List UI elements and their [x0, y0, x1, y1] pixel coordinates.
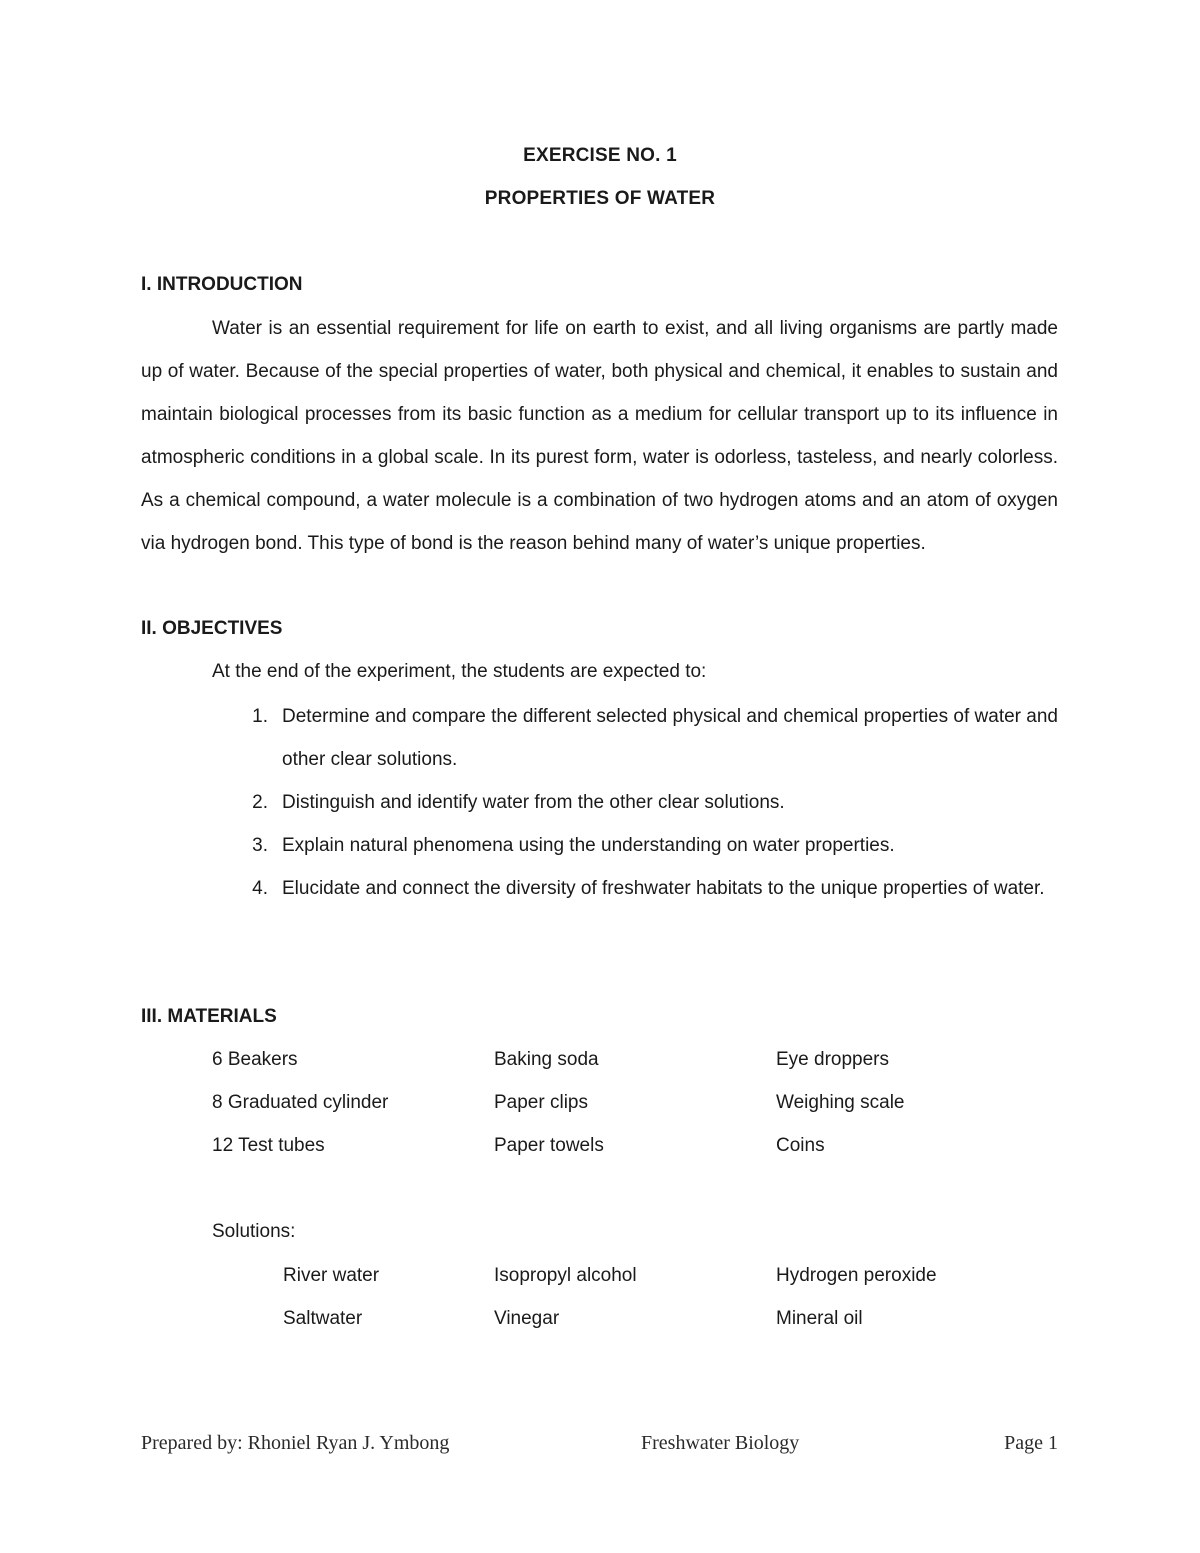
exercise-number: EXERCISE NO. 1 — [523, 145, 677, 166]
solution-item: River water — [283, 1265, 380, 1286]
objective-text: Explain natural phenomena using the understanding on water properties. — [282, 835, 895, 856]
objective-item — [246, 781, 1058, 824]
objective-number: 2. — [252, 792, 268, 813]
solution-item: Saltwater — [283, 1308, 363, 1329]
objective-number: 1. — [252, 706, 268, 727]
objective-item — [246, 695, 1058, 781]
material-item: 8 Graduated cylinder — [212, 1092, 389, 1113]
objective-item — [246, 867, 1058, 910]
objective-item — [246, 824, 1058, 867]
solution-item: Mineral oil — [776, 1308, 863, 1329]
objective-text: Elucidate and connect the diversity of freshwater habitats to the unique properties of water. — [282, 878, 1045, 899]
objective-number: 4. — [252, 878, 268, 899]
document-title: PROPERTIES OF WATER — [484, 188, 716, 209]
materials-heading: III. MATERIALS — [141, 1006, 277, 1027]
material-item: Weighing scale — [776, 1092, 905, 1113]
material-item: Paper clips — [494, 1092, 588, 1113]
objective-text: Distinguish and identify water from the other clear solutions. — [282, 792, 785, 813]
footer-course: Freshwater Biology — [641, 1432, 800, 1454]
footer-prepared-by: Prepared by: Rhoniel Ryan J. Ymbong — [141, 1432, 450, 1454]
solution-item: Hydrogen peroxide — [776, 1265, 937, 1286]
objectives-heading: II. OBJECTIVES — [141, 618, 283, 639]
introduction-heading: I. INTRODUCTION — [141, 274, 303, 295]
material-item: 6 Beakers — [212, 1049, 298, 1070]
objectives-lead: At the end of the experiment, the students are expected to: — [212, 661, 707, 682]
objective-text: Determine and compare the different selected physical and chemical properties of water and other clear solutions. — [282, 706, 1058, 771]
solutions-label: Solutions: — [212, 1221, 296, 1242]
material-item: Eye droppers — [776, 1049, 890, 1070]
solution-item: Isopropyl alcohol — [494, 1265, 637, 1286]
footer-page-number: Page 1 — [1004, 1432, 1058, 1454]
material-item: 12 Test tubes — [212, 1135, 325, 1156]
solution-item: Vinegar — [494, 1308, 560, 1329]
material-item: Baking soda — [494, 1049, 599, 1070]
material-item: Coins — [776, 1135, 825, 1156]
material-item: Paper towels — [494, 1135, 604, 1156]
introduction-paragraph: Water is an essential requirement for life on earth to exist, and all living organisms are partly made up of water. Because of the special properties of water, both physical and chemical, it enables to sustain and maintain biological processes from its basic function as a medium for cellular transport up to its influence in atmospheric conditions in a global scale. In its purest form, water is odorless, tasteless, and nearly colorless. As a chemical compound, a water molecule is a combination of two hydrogen atoms and an atom of oxygen via hydrogen bond. This type of bond is the reason behind many of water’s unique properties. — [141, 318, 1058, 555]
objective-number: 3. — [252, 835, 268, 856]
